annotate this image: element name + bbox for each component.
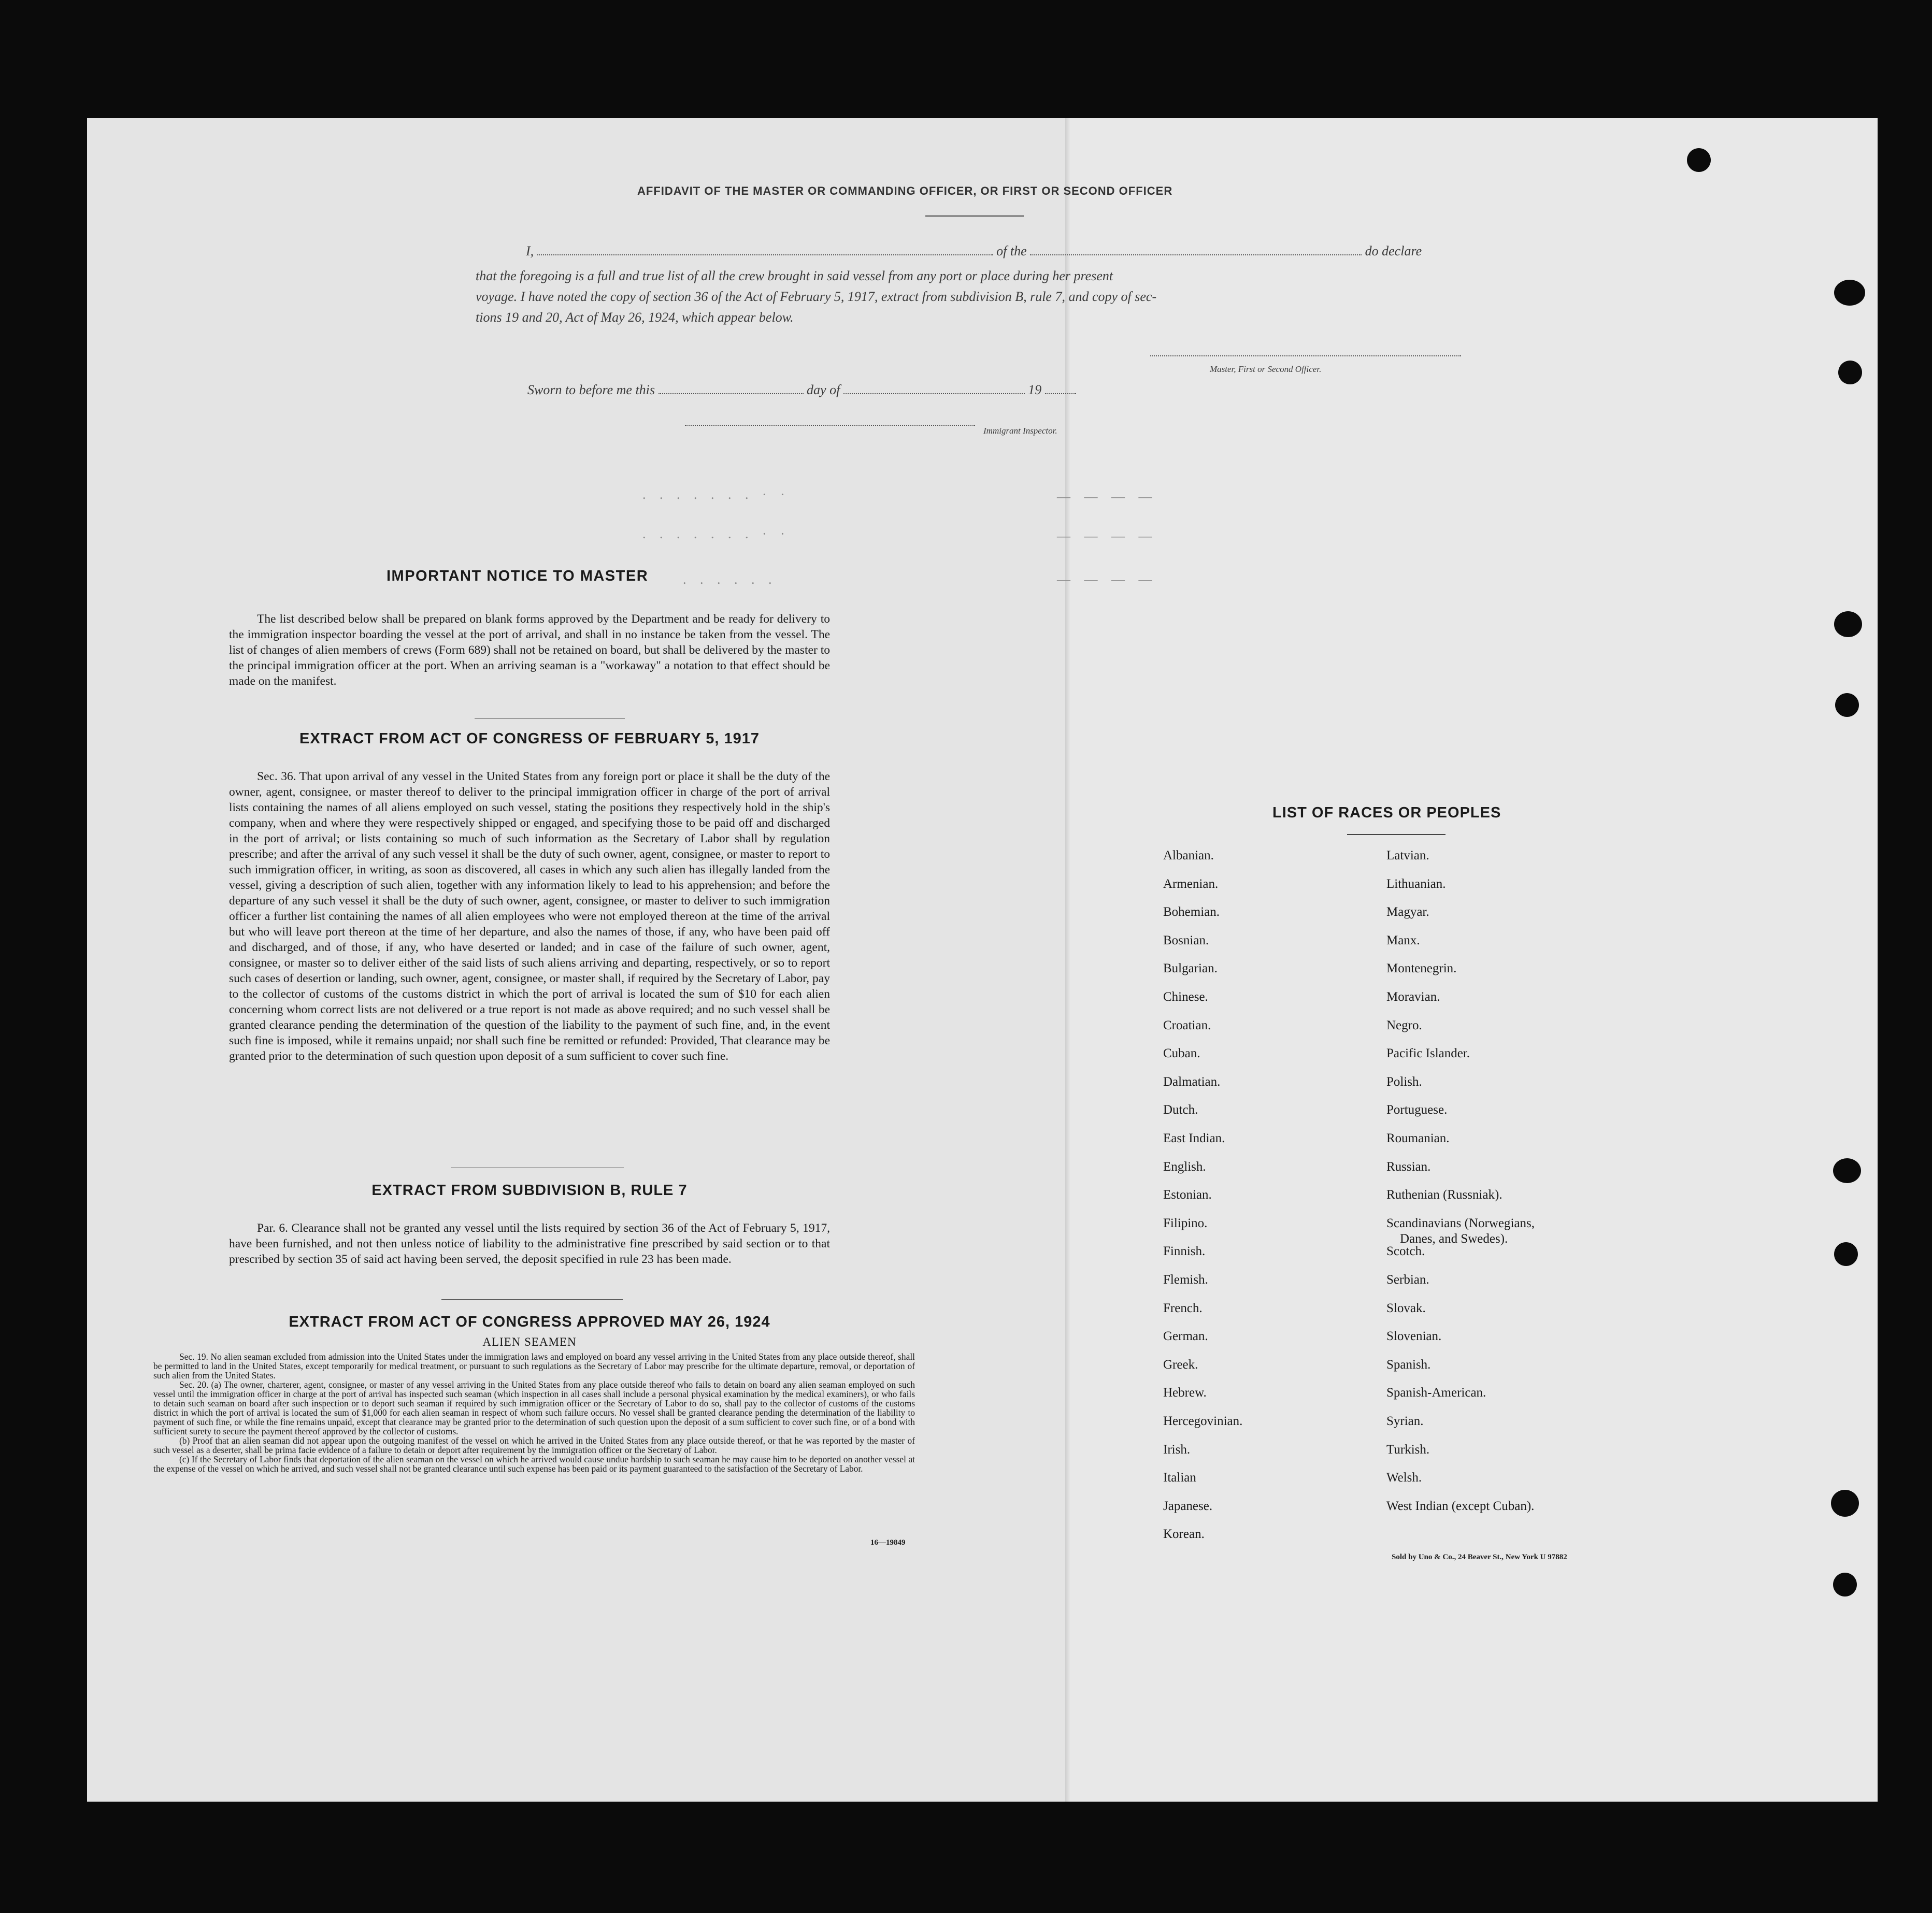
race-item: Dutch.: [1163, 1103, 1198, 1117]
extract-1924-title: EXTRACT FROM ACT OF CONGRESS APPROVED MAY 26, 1924: [289, 1314, 770, 1330]
race-item: Welsh.: [1386, 1471, 1422, 1485]
races-rule: [1347, 834, 1446, 835]
race-item: Roumanian.: [1386, 1131, 1450, 1145]
races-right-column: [1386, 848, 1656, 1548]
races-left-column: [1163, 848, 1381, 1548]
sec-20c-text: (c) If the Secretary of Labor finds that deportation of the alien seaman on the vessel on which he arrived would cause undue hardship to such seaman he may cause him to be deported on another vessel at the expense of the vessel on which he arrived, and such vessel shall not be granted clearance until such expense has been paid or its payment guaranteed to the satisfaction of the Secretary of Labor.: [153, 1454, 915, 1474]
notice-text-block: [229, 611, 830, 689]
race-item: Greek.: [1163, 1357, 1198, 1372]
race-item: Hebrew.: [1163, 1386, 1207, 1400]
race-item: Irish.: [1163, 1442, 1191, 1457]
race-item: Ruthenian (Russniak).: [1386, 1188, 1502, 1202]
subdivision-b-title: EXTRACT FROM SUBDIVISION B, RULE 7: [371, 1182, 688, 1199]
race-item: Hercegovinian.: [1163, 1414, 1243, 1428]
sec-20a-text: Sec. 20. (a) The owner, charterer, agent, consignee, or master of any vessel arriving in the United States from any place outside thereof who fails to detain on board any alien seaman employed on such vessel until the immigration officer in charge at the port of arrival has inspected such seaman (which inspection in all cases shall include a personal physical examination by the medical examiners), or who fails to detain such seaman on board after such inspection or to deport such seaman if required by such immigration officer or the Secretary of Labor to do so, shall pay to the collector of customs of the customs district in which the port of arrival is located the sum of $1,000 for each alien seaman in respect of whom such failure occurs. No vessel shall be granted clearance pending the determination of the liability to payment of such fine, or while the fine remains unpaid, except that clearance may be granted prior to the determination of such question upon the deposit of a sum sufficient to cover such fine, or of a bond with sufficient surety to secure the payment thereof approved by the collector of customs.: [153, 1379, 915, 1436]
race-item: Dalmatian.: [1163, 1074, 1221, 1089]
extract-1924-block: [153, 1352, 915, 1473]
extract-1917-text: Sec. 36. That upon arrival of any vessel in the United States from any foreign port or place it shall be the duty of the owner, agent, consignee, or master thereof to deliver to the principal immigration officer in charge of the port of arrival lists containing the names of all aliens employed on such vessel, stating the positions they respectively hold in the ship's company, when and where they were respectively shipped or engaged, and specifying those to be paid off and discharged in the port of arrival; or lists containing so much of such information as the Secretary of Labor shall by regulation prescribe; and after the arrival of any such vessel it shall be the duty of such owner, agent, consignee, or master to report to such immigration officer, in writing, as soon as discovered, all cases in which any such alien has illegally landed from the vessel, giving a description of such alien, together with any information likely to lead to his apprehension; and before the departure of any such vessel it shall be the duty of such owner, agent, consignee, or master to deliver to such immigration officer a further list containing the names of all alien employees who were not employed thereon at the time of the arrival but who will leave port thereon at the time of her departure, and also the names of those, if any, who have been paid off and discharged, and of those, if any, who have deserted or landed; and in case of the failure of such owner, agent, consignee, or master so to deliver either of the said lists of such aliens arriving and departing, respectively, or so to report such cases of desertion or landing, such owner, agent, consignee, or master shall, if required by the Secretary of Labor, pay to the collector of customs of the customs district in which the port of arrival is located the sum of $10 for each alien concerning whom correct lists are not delivered or a true report is not made as above required; and no such vessel shall be granted clearance pending the determination of the question of the liability to the payment of such fine, and, in the event such fine is imposed, while it remains unpaid; nor shall such fine be remitted or refunded: Provided, That clearance may be granted prior to the determination of such question upon deposit of a sum sufficient to cover such fine.: [229, 770, 830, 1063]
race-item: French.: [1163, 1301, 1203, 1315]
race-item: Lithuanian.: [1386, 876, 1446, 891]
i-label: I,: [526, 243, 534, 258]
of-the-label: of the: [996, 243, 1027, 258]
race-item: Danes, and Swedes).: [1400, 1231, 1508, 1246]
title-rule: [925, 215, 1024, 217]
vessel-field[interactable]: [1030, 254, 1362, 255]
affidavit-title: AFFIDAVIT OF THE MASTER OR COMMANDING OFFICER, OR FIRST OR SECOND OFFICER: [637, 184, 1173, 197]
race-item: Portuguese.: [1386, 1103, 1448, 1117]
race-item: East Indian.: [1163, 1131, 1225, 1145]
inspector-label: Immigrant Inspector.: [983, 426, 1057, 436]
race-item: Scotch.: [1386, 1244, 1425, 1259]
declaration-text-1: that the foregoing is a full and true list of all the crew brought in said vessel from any port or place during her present: [476, 268, 1113, 283]
race-item: English.: [1163, 1159, 1206, 1174]
race-item: Korean.: [1163, 1527, 1205, 1542]
subdivision-b-block: [229, 1220, 830, 1267]
alien-seamen-subtitle: ALIEN SEAMEN: [482, 1335, 577, 1348]
race-item: Armenian.: [1163, 876, 1219, 891]
page-fold: [1065, 118, 1070, 1802]
race-item: German.: [1163, 1329, 1208, 1344]
race-item: Spanish.: [1386, 1357, 1431, 1372]
seller-imprint: Sold by Uno & Co., 24 Beaver St., New York U 97882: [1392, 1553, 1567, 1561]
form-number: 16—19849: [870, 1538, 906, 1547]
inspector-field[interactable]: [685, 425, 975, 426]
race-item: Bulgarian.: [1163, 961, 1218, 976]
signature-field[interactable]: [1150, 355, 1461, 356]
sec-19-text: Sec. 19. No alien seaman excluded from admission into the United States under the immigration laws and employed on board any vessel arriving in the United States from any place outside thereof, shall be permitted to land in the United States, except temporarily for medical treatment, or pursuant to such regulations as the Secretary of Labor may prescribe for the ultimate departure, removal, or deportation of such alien from the United States.: [153, 1351, 915, 1380]
day-field[interactable]: [659, 393, 804, 394]
binder-hole: [1833, 1158, 1861, 1183]
race-item: Spanish-American.: [1386, 1386, 1486, 1400]
race-item: Pacific Islander.: [1386, 1046, 1470, 1061]
day-of-label: day of: [807, 382, 840, 397]
binder-hole: [1831, 1490, 1859, 1517]
declaration-text-3: tions 19 and 20, Act of May 26, 1924, which appear below.: [476, 310, 794, 325]
signature-label: Master, First or Second Officer.: [1210, 364, 1322, 374]
binder-hole: [1833, 1573, 1857, 1596]
race-item: Russian.: [1386, 1159, 1431, 1174]
sworn-label: Sworn to before me this: [527, 382, 655, 397]
declaration-text-2: voyage. I have noted the copy of section 36 of the Act of February 5, 1917, extract from subdivision B, rule 7, and copy of sec-: [476, 289, 1157, 304]
race-item: Bosnian.: [1163, 933, 1209, 947]
race-item: Cuban.: [1163, 1046, 1200, 1061]
declaration-line: [526, 243, 1422, 259]
race-item: Serbian.: [1386, 1273, 1429, 1287]
race-item: West Indian (except Cuban).: [1386, 1499, 1535, 1513]
race-item: Manx.: [1386, 933, 1420, 947]
race-item: Bohemian.: [1163, 905, 1220, 919]
race-item: Finnish.: [1163, 1244, 1206, 1259]
year-field[interactable]: [1045, 393, 1076, 394]
race-item: Estonian.: [1163, 1188, 1212, 1202]
binder-hole: [1835, 693, 1859, 717]
section-rule: [441, 1299, 623, 1300]
race-item: Scandinavians (Norwegians,: [1386, 1216, 1535, 1230]
race-item: Syrian.: [1386, 1414, 1424, 1428]
race-item: Polish.: [1386, 1074, 1422, 1089]
race-item: Albanian.: [1163, 848, 1214, 862]
bleed-through-marks: . . . . . .: [683, 572, 777, 587]
race-item: Croatian.: [1163, 1018, 1211, 1032]
extract-1917-title: EXTRACT FROM ACT OF CONGRESS OF FEBRUARY 5, 1917: [299, 730, 760, 747]
bleed-through-marks: — — — —: [1057, 528, 1157, 543]
binder-hole: [1834, 611, 1862, 637]
extract-1917-block: [229, 769, 830, 1064]
race-item: Chinese.: [1163, 990, 1208, 1004]
notice-title: IMPORTANT NOTICE TO MASTER: [387, 568, 649, 584]
race-item: Turkish.: [1386, 1442, 1430, 1457]
race-item: Flemish.: [1163, 1273, 1208, 1287]
bleed-through-marks: . . . . . . . · ·: [642, 487, 790, 502]
race-item: Filipino.: [1163, 1216, 1208, 1230]
races-title: LIST OF RACES OR PEOPLES: [1272, 804, 1501, 821]
notice-text: The list described below shall be prepared on blank forms approved by the Department and be ready for delivery to the immigration inspector boarding the vessel at the port of arrival, and shall in no instance be taken from the vessel. The list of changes of alien members of crews (Form 689) shall not be retained on board, but shall be delivered by the master to the principal immigration officer at the port. When an arriving seaman is a "workaway" a notation to that effect should be made on the manifest.: [229, 612, 830, 688]
binder-hole: [1834, 1242, 1858, 1266]
sec-20b-text: (b) Proof that an alien seaman did not appear upon the outgoing manifest of the vessel on which he arrived in the United States from any place outside thereof, or that he was reported by the master of such vessel as a deserter, shall be prima facie evidence of a failure to detain or deport after requirement by the immigration officer or the Secretary of Labor.: [153, 1435, 915, 1455]
bleed-through-marks: — — — —: [1057, 489, 1157, 504]
race-item: Japanese.: [1163, 1499, 1213, 1513]
year-label: 19: [1028, 382, 1042, 397]
race-item: Latvian.: [1386, 848, 1429, 862]
name-field[interactable]: [537, 254, 993, 255]
bleed-through-marks: — — — —: [1057, 572, 1157, 587]
subdivision-b-text: Par. 6. Clearance shall not be granted any vessel until the lists required by section 36 of the Act of February 5, 1917, have been furnished, and not then unless notice of liability to the administrative fine prescribed by said section or to that prescribed by section 35 of said act having been served, the deposit specified in rule 23 has been made.: [229, 1221, 830, 1266]
race-item: Montenegrin.: [1386, 961, 1457, 976]
do-declare-label: do declare: [1365, 243, 1422, 258]
race-item: Slovenian.: [1386, 1329, 1442, 1344]
race-item: Slovak.: [1386, 1301, 1426, 1315]
race-item: Moravian.: [1386, 990, 1440, 1004]
race-item: Magyar.: [1386, 905, 1429, 919]
month-field[interactable]: [843, 393, 1025, 394]
binder-hole: [1687, 148, 1711, 172]
binder-hole: [1838, 361, 1862, 384]
binder-hole: [1834, 280, 1865, 306]
bleed-through-marks: . . . . . . . · ·: [642, 526, 790, 541]
race-item: Italian: [1163, 1471, 1196, 1485]
sworn-line: [527, 382, 1076, 398]
race-item: Negro.: [1386, 1018, 1422, 1032]
